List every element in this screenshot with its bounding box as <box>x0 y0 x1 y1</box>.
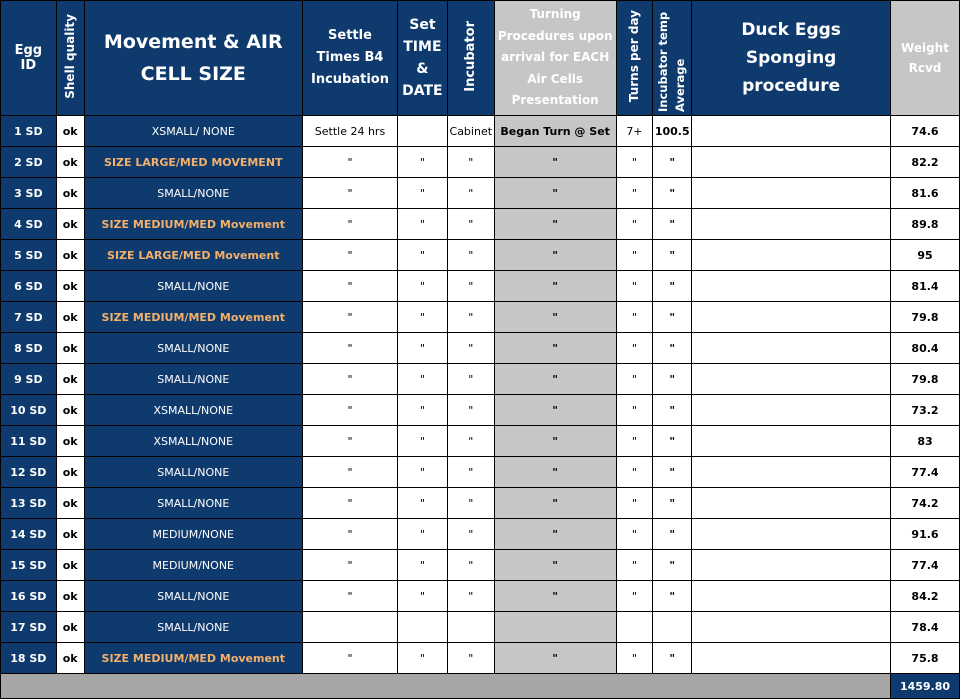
turning-procedure: " <box>494 147 616 178</box>
turning-procedure <box>494 612 616 643</box>
table-row <box>1 519 960 550</box>
table-row <box>1 209 960 240</box>
weight-cell: 79.8 <box>891 302 960 333</box>
turns-per-day: " <box>616 147 653 178</box>
incubator-cell: " <box>447 519 494 550</box>
incubator-cell: " <box>447 395 494 426</box>
egg-id: 13 SD <box>1 488 57 519</box>
settle-time: " <box>303 550 398 581</box>
shell-quality: ok <box>56 581 84 612</box>
movement-cell: MEDIUM/NONE <box>84 550 302 581</box>
sponging-cell <box>692 550 891 581</box>
turns-per-day: " <box>616 519 653 550</box>
turns-per-day: " <box>616 302 653 333</box>
set-time: " <box>397 364 447 395</box>
table-row <box>1 147 960 178</box>
set-time: " <box>397 271 447 302</box>
egg-id: 7 SD <box>1 302 57 333</box>
set-time: " <box>397 333 447 364</box>
weight-cell: 74.6 <box>891 116 960 147</box>
turns-per-day: " <box>616 333 653 364</box>
incubator-temp: " <box>653 457 692 488</box>
incubator-temp: " <box>653 581 692 612</box>
incubator-cell <box>447 612 494 643</box>
incubator-cell: " <box>447 209 494 240</box>
incubator-temp: " <box>653 488 692 519</box>
shell-quality: ok <box>56 178 84 209</box>
table-row <box>1 302 960 333</box>
incubator-temp: " <box>653 519 692 550</box>
turning-procedure: " <box>494 240 616 271</box>
movement-cell: SMALL/NONE <box>84 488 302 519</box>
table-row <box>1 581 960 612</box>
movement-cell: XSMALL/ NONE <box>84 116 302 147</box>
settle-time: " <box>303 519 398 550</box>
shell-quality: ok <box>56 395 84 426</box>
sponging-cell <box>692 395 891 426</box>
settle-time: " <box>303 643 398 674</box>
header-incubator: Incubator <box>447 1 494 116</box>
table-row <box>1 550 960 581</box>
turning-procedure: Began Turn @ Set <box>494 116 616 147</box>
sponging-cell <box>692 116 891 147</box>
shell-quality: ok <box>56 364 84 395</box>
incubator-temp: " <box>653 271 692 302</box>
set-time <box>397 116 447 147</box>
shell-quality: ok <box>56 209 84 240</box>
set-time: " <box>397 457 447 488</box>
settle-time: " <box>303 395 398 426</box>
settle-time: Settle 24 hrs <box>303 116 398 147</box>
turning-procedure: " <box>494 209 616 240</box>
incubator-temp <box>653 612 692 643</box>
sponging-cell <box>692 271 891 302</box>
table-row <box>1 643 960 674</box>
incubator-temp: " <box>653 364 692 395</box>
turning-procedure: " <box>494 395 616 426</box>
shell-quality: ok <box>56 116 84 147</box>
table-row <box>1 488 960 519</box>
table-row <box>1 364 960 395</box>
incubator-temp: " <box>653 147 692 178</box>
header-turning: Turning Procedures upon arrival for EACH Air Cells Presentation <box>494 1 616 116</box>
incubator-temp: " <box>653 395 692 426</box>
settle-time: " <box>303 581 398 612</box>
egg-id: 8 SD <box>1 333 57 364</box>
shell-quality: ok <box>56 519 84 550</box>
egg-id: 2 SD <box>1 147 57 178</box>
table-row <box>1 612 960 643</box>
egg-id: 17 SD <box>1 612 57 643</box>
set-time: " <box>397 395 447 426</box>
movement-cell: SMALL/NONE <box>84 178 302 209</box>
egg-id: 6 SD <box>1 271 57 302</box>
egg-id: 14 SD <box>1 519 57 550</box>
incubator-cell: " <box>447 550 494 581</box>
set-time: " <box>397 643 447 674</box>
weight-cell: 77.4 <box>891 550 960 581</box>
egg-id: 11 SD <box>1 426 57 457</box>
weight-cell: 81.6 <box>891 178 960 209</box>
egg-id: 12 SD <box>1 457 57 488</box>
turning-procedure: " <box>494 550 616 581</box>
table-row <box>1 457 960 488</box>
turns-per-day: " <box>616 395 653 426</box>
settle-time: " <box>303 457 398 488</box>
turns-per-day: " <box>616 426 653 457</box>
movement-cell: XSMALL/NONE <box>84 395 302 426</box>
turning-procedure: " <box>494 643 616 674</box>
sponging-cell <box>692 581 891 612</box>
movement-cell: SMALL/NONE <box>84 364 302 395</box>
incubator-cell: " <box>447 457 494 488</box>
set-time: " <box>397 240 447 271</box>
shell-quality: ok <box>56 240 84 271</box>
egg-id: 3 SD <box>1 178 57 209</box>
turns-per-day: " <box>616 488 653 519</box>
settle-time: " <box>303 426 398 457</box>
weight-cell: 95 <box>891 240 960 271</box>
turning-procedure: " <box>494 426 616 457</box>
incubator-temp: " <box>653 240 692 271</box>
settle-time: " <box>303 147 398 178</box>
total-row <box>1 674 960 699</box>
settle-time: " <box>303 333 398 364</box>
turns-per-day: 7+ <box>616 116 653 147</box>
movement-cell: MEDIUM/NONE <box>84 519 302 550</box>
egg-id: 4 SD <box>1 209 57 240</box>
incubator-temp: 100.5 <box>653 116 692 147</box>
incubator-cell: " <box>447 240 494 271</box>
set-time: " <box>397 178 447 209</box>
sponging-cell <box>692 457 891 488</box>
turning-procedure: " <box>494 519 616 550</box>
weight-cell: 83 <box>891 426 960 457</box>
turning-procedure: " <box>494 364 616 395</box>
movement-cell: SIZE LARGE/MED MOVEMENT <box>84 147 302 178</box>
shell-quality: ok <box>56 488 84 519</box>
weight-cell: 77.4 <box>891 457 960 488</box>
incubator-cell: Cabinet <box>447 116 494 147</box>
movement-cell: SIZE LARGE/MED Movement <box>84 240 302 271</box>
turns-per-day: " <box>616 178 653 209</box>
movement-cell: SMALL/NONE <box>84 271 302 302</box>
movement-cell: SIZE MEDIUM/MED Movement <box>84 643 302 674</box>
sponging-cell <box>692 302 891 333</box>
egg-id: 15 SD <box>1 550 57 581</box>
shell-quality: ok <box>56 147 84 178</box>
sponging-cell <box>692 612 891 643</box>
incubator-cell: " <box>447 302 494 333</box>
movement-cell: SMALL/NONE <box>84 612 302 643</box>
turning-procedure: " <box>494 178 616 209</box>
turns-per-day: " <box>616 643 653 674</box>
set-time: " <box>397 209 447 240</box>
turns-per-day: " <box>616 240 653 271</box>
incubator-temp: " <box>653 209 692 240</box>
incubator-cell: " <box>447 488 494 519</box>
incubator-cell: " <box>447 333 494 364</box>
movement-cell: SIZE MEDIUM/MED Movement <box>84 209 302 240</box>
weight-cell: 82.2 <box>891 147 960 178</box>
incubator-cell: " <box>447 426 494 457</box>
shell-quality: ok <box>56 550 84 581</box>
header-set-time: Set TIME & DATE <box>397 1 447 116</box>
settle-time: " <box>303 178 398 209</box>
header-settle: Settle Times B4 Incubation <box>303 1 398 116</box>
incubator-temp: " <box>653 333 692 364</box>
incubator-temp: " <box>653 302 692 333</box>
turning-procedure: " <box>494 488 616 519</box>
incubator-temp: " <box>653 643 692 674</box>
turning-procedure: " <box>494 581 616 612</box>
settle-time: " <box>303 364 398 395</box>
sponging-cell <box>692 426 891 457</box>
sponging-cell <box>692 147 891 178</box>
egg-id: 18 SD <box>1 643 57 674</box>
shell-quality: ok <box>56 612 84 643</box>
shell-quality: ok <box>56 271 84 302</box>
header-shell-quality: Shell quality <box>56 1 84 116</box>
egg-id: 1 SD <box>1 116 57 147</box>
header-incubator-temp: Incubator temp Average <box>653 1 692 116</box>
set-time: " <box>397 147 447 178</box>
set-time: " <box>397 550 447 581</box>
header-sponging: Duck Eggs Sponging procedure <box>692 1 891 116</box>
total-row-fill <box>1 674 891 699</box>
incubator-temp: " <box>653 426 692 457</box>
turns-per-day <box>616 612 653 643</box>
set-time: " <box>397 302 447 333</box>
turning-procedure: " <box>494 302 616 333</box>
weight-cell: 74.2 <box>891 488 960 519</box>
incubator-cell: " <box>447 581 494 612</box>
sponging-cell <box>692 240 891 271</box>
turning-procedure: " <box>494 271 616 302</box>
incubator-temp: " <box>653 178 692 209</box>
turns-per-day: " <box>616 271 653 302</box>
incubator-cell: " <box>447 364 494 395</box>
turning-procedure: " <box>494 333 616 364</box>
movement-cell: SMALL/NONE <box>84 457 302 488</box>
settle-time: " <box>303 240 398 271</box>
table-row <box>1 116 960 147</box>
set-time: " <box>397 488 447 519</box>
shell-quality: ok <box>56 643 84 674</box>
turns-per-day: " <box>616 457 653 488</box>
set-time: " <box>397 426 447 457</box>
sponging-cell <box>692 209 891 240</box>
turns-per-day: " <box>616 209 653 240</box>
movement-cell: SMALL/NONE <box>84 581 302 612</box>
settle-time: " <box>303 271 398 302</box>
total-weight: 1459.80 <box>891 674 960 699</box>
weight-cell: 80.4 <box>891 333 960 364</box>
turns-per-day: " <box>616 581 653 612</box>
movement-cell: SMALL/NONE <box>84 333 302 364</box>
sponging-cell <box>692 364 891 395</box>
incubator-cell: " <box>447 147 494 178</box>
table-row <box>1 426 960 457</box>
incubator-cell: " <box>447 178 494 209</box>
table-row <box>1 395 960 426</box>
settle-time: " <box>303 302 398 333</box>
shell-quality: ok <box>56 426 84 457</box>
settle-time: " <box>303 209 398 240</box>
settle-time: " <box>303 488 398 519</box>
egg-id: 9 SD <box>1 364 57 395</box>
weight-cell: 73.2 <box>891 395 960 426</box>
set-time <box>397 612 447 643</box>
weight-cell: 75.8 <box>891 643 960 674</box>
turns-per-day: " <box>616 550 653 581</box>
egg-id: 5 SD <box>1 240 57 271</box>
weight-cell: 79.8 <box>891 364 960 395</box>
shell-quality: ok <box>56 457 84 488</box>
movement-cell: XSMALL/NONE <box>84 426 302 457</box>
weight-cell: 78.4 <box>891 612 960 643</box>
egg-id: 16 SD <box>1 581 57 612</box>
incubator-cell: " <box>447 643 494 674</box>
set-time: " <box>397 519 447 550</box>
weight-cell: 84.2 <box>891 581 960 612</box>
movement-cell: SIZE MEDIUM/MED Movement <box>84 302 302 333</box>
header-turns-per-day: Turns per day <box>616 1 653 116</box>
table-row <box>1 333 960 364</box>
weight-cell: 91.6 <box>891 519 960 550</box>
header-weight: Weight Rcvd <box>891 1 960 116</box>
egg-id: 10 SD <box>1 395 57 426</box>
weight-cell: 89.8 <box>891 209 960 240</box>
table-row <box>1 271 960 302</box>
settle-time <box>303 612 398 643</box>
table-row <box>1 240 960 271</box>
sponging-cell <box>692 333 891 364</box>
sponging-cell <box>692 488 891 519</box>
shell-quality: ok <box>56 333 84 364</box>
sponging-cell <box>692 643 891 674</box>
set-time: " <box>397 581 447 612</box>
incubator-cell: " <box>447 271 494 302</box>
weight-cell: 81.4 <box>891 271 960 302</box>
incubator-temp: " <box>653 550 692 581</box>
turns-per-day: " <box>616 364 653 395</box>
header-egg-id: Egg ID <box>1 1 57 116</box>
header-movement: Movement & AIR CELL SIZE <box>84 1 302 116</box>
sponging-cell <box>692 519 891 550</box>
table-row <box>1 178 960 209</box>
sponging-cell <box>692 178 891 209</box>
turning-procedure: " <box>494 457 616 488</box>
shell-quality: ok <box>56 302 84 333</box>
